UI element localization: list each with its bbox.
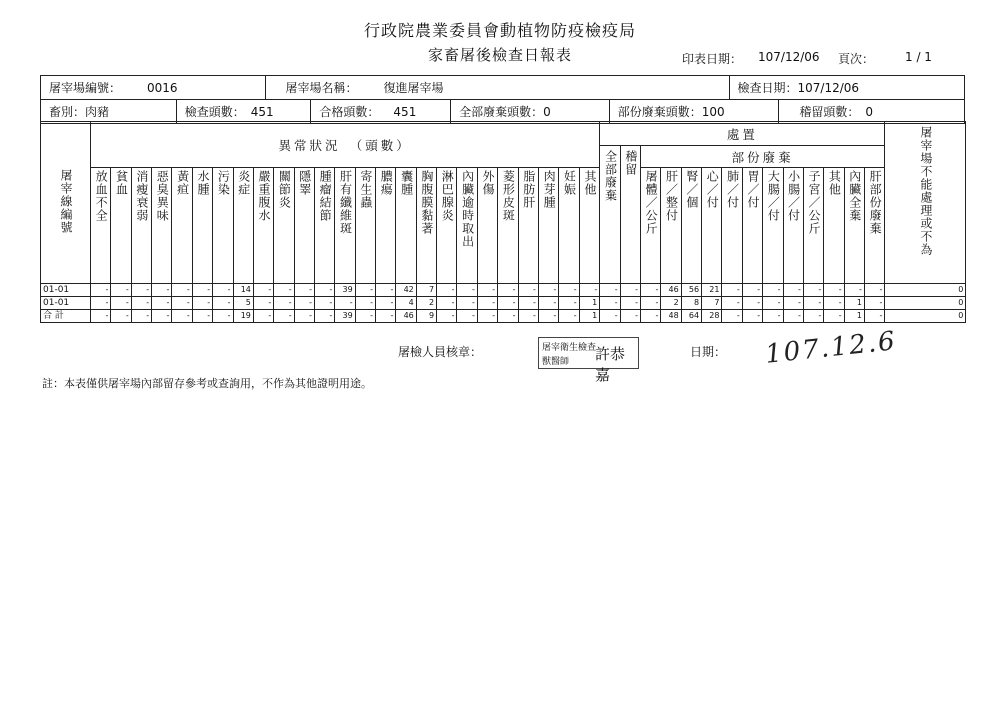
table-cell: -	[864, 284, 884, 297]
table-cell: -	[824, 297, 844, 310]
slaughterhouse-code-cell	[41, 76, 266, 99]
table-cell: -	[172, 310, 192, 323]
table-cell: -	[763, 284, 783, 297]
partial-condemned-count: 100	[701, 104, 725, 119]
table-cell: -	[518, 310, 538, 323]
table-cell: -	[518, 284, 538, 297]
passed-cell	[311, 100, 451, 123]
table-cell: -	[783, 310, 803, 323]
partial-col-3	[702, 168, 722, 284]
abnormal-col-13	[355, 168, 375, 284]
table-cell: -	[91, 297, 111, 310]
table-cell: -	[763, 297, 783, 310]
table-cell: -	[131, 310, 151, 323]
abnormal-col-22	[538, 168, 558, 284]
print-date-label: 印表日期：	[682, 52, 743, 66]
partial-col-1	[661, 168, 681, 284]
abnormal-col-label: 關節炎	[277, 170, 292, 209]
table-cell: 21	[702, 284, 722, 297]
table-cell: -	[559, 310, 579, 323]
table-cell: -	[437, 284, 457, 297]
abnormal-col-label: 惡臭異味	[155, 170, 170, 222]
table-cell: 39	[335, 310, 355, 323]
table-cell: -	[253, 284, 273, 297]
table-cell: -	[600, 310, 620, 323]
disposal-col-label: 稽留	[623, 150, 638, 176]
partial-condemned-label: 部份廢棄頭數：	[617, 105, 702, 119]
livestock-cell	[41, 100, 177, 123]
table-cell: -	[376, 310, 396, 323]
partial-col-7	[783, 168, 803, 284]
table-cell: 2	[416, 297, 436, 310]
table-cell: -	[253, 297, 273, 310]
table-cell: -	[742, 310, 762, 323]
abnormal-col-label: 內臟逾時取出	[460, 170, 475, 248]
partial-col-label: 肺／付	[725, 170, 740, 209]
table-cell: -	[192, 284, 212, 297]
table-cell: -	[722, 310, 742, 323]
partial-col-9	[824, 168, 844, 284]
total-condemned-label: 全部廢棄頭數：	[459, 105, 544, 119]
table-cell: -	[538, 310, 558, 323]
abnormal-col-15	[396, 168, 416, 284]
table-cell: 7	[702, 297, 722, 310]
table-row	[41, 284, 966, 297]
partial-col-2	[681, 168, 701, 284]
table-cell: -	[274, 284, 294, 297]
table-cell: -	[111, 284, 131, 297]
abnormal-col-4	[172, 168, 192, 284]
abnormal-col-label: 嚴重腹水	[257, 170, 272, 222]
table-cell: -	[600, 284, 620, 297]
table-cell: -	[274, 310, 294, 323]
table-cell: -	[91, 284, 111, 297]
stamp-line-2: 獸醫師	[542, 357, 570, 367]
footer-note: 註：本表僅供屠宰場內部留存參考或查詢用，不作為其他證明用途。	[42, 377, 372, 390]
abnormal-col-3	[152, 168, 172, 284]
print-date: 107/12/06	[758, 50, 820, 64]
slaughterhouse-name: 復進屠宰場	[383, 81, 444, 95]
table-cell: 1	[579, 297, 600, 310]
abnormal-col-6	[213, 168, 233, 284]
table-cell: -	[213, 297, 233, 310]
abnormal-col-label: 貧血	[114, 170, 129, 196]
table-row	[41, 310, 966, 323]
table-cell: -	[213, 310, 233, 323]
abnormal-col-0	[91, 168, 111, 284]
inspector-label: 屠檢人員核章：	[398, 345, 483, 359]
stamp-name: 許恭嘉	[595, 345, 626, 384]
abnormal-col-20	[498, 168, 518, 284]
handwritten-date: 107.12.6	[763, 326, 898, 370]
partial-col-label: 大腸／付	[766, 170, 781, 222]
table-cell: -	[803, 310, 823, 323]
abnormal-col-17	[437, 168, 457, 284]
table-cell: -	[620, 310, 640, 323]
partial-col-label: 心／付	[705, 170, 720, 209]
table-cell: -	[538, 297, 558, 310]
table-cell: 4	[396, 297, 416, 310]
partial-col-label: 內臟全棄	[847, 170, 862, 222]
page-label: 頁次：	[838, 52, 875, 66]
detained-label: 稽留頭數：	[799, 105, 860, 119]
detained-count: 0	[865, 104, 874, 119]
abnormal-col-label: 肉芽腫	[542, 170, 557, 209]
table-cell: -	[192, 310, 212, 323]
partial-condemned-cell	[610, 100, 780, 123]
table-cell: -	[559, 284, 579, 297]
abnormal-col-label: 脂肪肝	[521, 170, 536, 209]
table-cell: 46	[396, 310, 416, 323]
table-cell: -	[355, 297, 375, 310]
table-cell: -	[579, 284, 600, 297]
detained-cell	[779, 100, 964, 123]
abnormal-col-label: 黃疸	[175, 170, 190, 196]
row-label: 01-01	[41, 284, 91, 297]
abnormal-col-10	[294, 168, 314, 284]
inspected-label: 檢查頭數：	[184, 105, 245, 119]
table-cell: -	[498, 310, 518, 323]
abnormal-col-label: 囊腫	[399, 170, 414, 196]
line-code-header	[41, 122, 91, 284]
slaughterhouse-code: 0016	[147, 80, 178, 95]
disposal-col-label: 全部廢棄	[603, 150, 618, 202]
abnormal-col-11	[314, 168, 334, 284]
table-cell: -	[314, 284, 334, 297]
abnormal-col-19	[477, 168, 497, 284]
table-cell: 7	[416, 284, 436, 297]
table-row	[41, 297, 966, 310]
table-cell: -	[538, 284, 558, 297]
table-cell: -	[253, 310, 273, 323]
inspected-count: 451	[250, 104, 274, 119]
table-cell: -	[803, 284, 823, 297]
table-cell: -	[477, 297, 497, 310]
table-cell: -	[457, 310, 477, 323]
table-cell: 14	[233, 284, 253, 297]
table-cell: -	[335, 297, 355, 310]
partial-col-10	[844, 168, 864, 284]
row-label: 01-01	[41, 297, 91, 310]
table-cell: -	[172, 284, 192, 297]
table-cell: -	[294, 297, 314, 310]
header-row-columns	[41, 168, 966, 284]
table-cell: -	[91, 310, 111, 323]
inspected-cell	[177, 100, 312, 123]
table-cell: -	[620, 284, 640, 297]
table-cell: -	[640, 310, 660, 323]
table-cell: 2	[661, 297, 681, 310]
table-cell: 9	[416, 310, 436, 323]
table-cell: -	[314, 297, 334, 310]
abnormal-header: 異常狀況 （頭數）	[91, 122, 600, 168]
report-header	[40, 75, 965, 124]
table-cell: -	[518, 297, 538, 310]
table-cell: 19	[233, 310, 253, 323]
table-cell: 64	[681, 310, 701, 323]
table-cell: -	[864, 310, 884, 323]
abnormal-col-label: 菱形皮斑	[501, 170, 516, 222]
table-cell: -	[294, 310, 314, 323]
table-cell: -	[437, 310, 457, 323]
abnormal-col-label: 其他	[582, 170, 597, 196]
table-cell: -	[131, 297, 151, 310]
abnormal-col-2	[131, 168, 151, 284]
disposal-col-1	[620, 146, 640, 284]
table-cell: -	[457, 297, 477, 310]
partial-header: 部份廢棄	[640, 146, 884, 168]
table-cell: -	[600, 297, 620, 310]
table-cell: -	[763, 310, 783, 323]
table-cell: 0	[885, 310, 966, 323]
total-condemned-count: 0	[543, 104, 551, 119]
abnormal-col-label: 寄生蟲	[358, 170, 373, 209]
partial-col-label: 肝部份廢棄	[868, 170, 883, 235]
abnormal-col-label: 淋巴腺炎	[440, 170, 455, 222]
row-label: 合 計	[41, 310, 91, 323]
table-cell: -	[640, 284, 660, 297]
abnormal-col-label: 外傷	[481, 170, 495, 196]
table-cell: 28	[702, 310, 722, 323]
abnormal-col-5	[192, 168, 212, 284]
table-cell: -	[152, 284, 172, 297]
table-cell: 56	[681, 284, 701, 297]
abnormal-col-label: 放血不全	[94, 170, 109, 222]
partial-col-label: 胃／付	[745, 170, 760, 209]
total-condemned-cell	[451, 100, 610, 123]
abnormal-col-8	[253, 168, 273, 284]
table-cell: -	[111, 297, 131, 310]
abnormal-col-label: 炎症	[236, 170, 251, 196]
table-cell: -	[355, 284, 375, 297]
table-cell: -	[498, 297, 518, 310]
partial-col-label: 腎／個	[684, 170, 699, 209]
table-cell: 39	[335, 284, 355, 297]
table-cell: -	[131, 284, 151, 297]
table-cell: -	[722, 284, 742, 297]
date-label: 日期：	[690, 345, 727, 359]
partial-col-8	[803, 168, 823, 284]
inspection-table	[40, 121, 966, 323]
table-cell: -	[783, 284, 803, 297]
page-number: 1 / 1	[905, 50, 932, 64]
table-cell: -	[640, 297, 660, 310]
disposal-col-0	[600, 146, 620, 284]
partial-col-label: 肝／整付	[664, 170, 679, 222]
header-row-2	[41, 100, 964, 123]
table-cell: -	[376, 284, 396, 297]
table-cell: 46	[661, 284, 681, 297]
partial-col-label: 子宮／公斤	[807, 170, 822, 235]
slaughterhouse-code-label: 屠宰場編號：	[49, 81, 122, 95]
inspector-stamp	[538, 337, 639, 384]
inspection-date-label: 檢查日期：	[737, 81, 798, 95]
table-cell: -	[437, 297, 457, 310]
abnormal-col-label: 水腫	[195, 170, 210, 196]
table-cell: -	[620, 297, 640, 310]
table-cell: -	[498, 284, 518, 297]
abnormal-col-label: 腫瘤結節	[318, 170, 333, 222]
inspection-date-cell	[730, 76, 964, 99]
partial-col-label: 其他	[827, 170, 842, 196]
partial-col-label: 小腸／付	[786, 170, 801, 222]
report-title: 家畜屠後檢查日報表	[427, 46, 572, 64]
table-cell: 1	[579, 310, 600, 323]
header-row-1	[41, 76, 964, 100]
table-cell: -	[111, 310, 131, 323]
unprocessable-header-text: 屠宰場不能處理或不為	[918, 126, 933, 256]
abnormal-col-18	[457, 168, 477, 284]
abnormal-col-label: 隱睪	[297, 170, 312, 196]
table-cell: 0	[885, 297, 966, 310]
abnormal-col-label: 胸腹膜黏著	[419, 170, 434, 235]
abnormal-col-label: 妊娠	[562, 170, 577, 196]
table-cell: 1	[844, 297, 864, 310]
table-cell: 42	[396, 284, 416, 297]
table-cell: -	[742, 297, 762, 310]
header-row-sections	[41, 122, 966, 146]
table-cell: -	[457, 284, 477, 297]
table-cell: -	[172, 297, 192, 310]
abnormal-col-24	[579, 168, 600, 284]
partial-col-0	[640, 168, 660, 284]
agency-title: 行政院農業委員會動植物防疫檢疫局	[363, 21, 636, 40]
slaughterhouse-name-label: 屠宰場名稱：	[285, 81, 358, 95]
livestock: 肉豬	[85, 105, 110, 119]
abnormal-col-label: 肝有纖維斑	[338, 170, 353, 235]
passed-label: 合格頭數：	[319, 105, 380, 119]
table-cell: -	[824, 310, 844, 323]
table-cell: 48	[661, 310, 681, 323]
table-cell: -	[803, 297, 823, 310]
table-cell: -	[742, 284, 762, 297]
table-cell: -	[376, 297, 396, 310]
table-cell: -	[152, 297, 172, 310]
abnormal-col-21	[518, 168, 538, 284]
unprocessable-header	[885, 122, 966, 284]
table-cell: -	[864, 297, 884, 310]
abnormal-col-14	[376, 168, 396, 284]
table-cell: -	[294, 284, 314, 297]
line-code-header-text: 屠宰線編號	[59, 168, 73, 234]
abnormal-col-16	[416, 168, 436, 284]
disposal-header: 處置	[600, 122, 885, 146]
partial-col-label: 屠體／公斤	[644, 170, 659, 235]
table-cell: -	[314, 310, 334, 323]
abnormal-col-label: 膿瘍	[379, 170, 394, 196]
table-cell: -	[213, 284, 233, 297]
inspection-date: 107/12/06	[797, 80, 860, 95]
table-cell: -	[477, 284, 497, 297]
abnormal-col-23	[559, 168, 579, 284]
table-cell: -	[722, 297, 742, 310]
abnormal-col-7	[233, 168, 253, 284]
abnormal-col-1	[111, 168, 131, 284]
partial-col-6	[763, 168, 783, 284]
passed-count: 451	[393, 104, 417, 119]
table-cell: -	[824, 284, 844, 297]
table-cell: -	[844, 284, 864, 297]
table-cell: -	[477, 310, 497, 323]
table-cell: -	[274, 297, 294, 310]
partial-col-4	[722, 168, 742, 284]
table-cell: 0	[885, 284, 966, 297]
table-cell: -	[152, 310, 172, 323]
livestock-label: 畜別：	[49, 105, 86, 119]
table-cell: -	[192, 297, 212, 310]
slaughterhouse-name-cell	[266, 76, 730, 99]
abnormal-col-label: 污染	[216, 170, 231, 196]
partial-col-11	[864, 168, 884, 284]
stamp-line-1: 屠宰衛生檢查	[542, 343, 597, 353]
partial-col-5	[742, 168, 762, 284]
abnormal-col-9	[274, 168, 294, 284]
table-cell: -	[355, 310, 375, 323]
table-cell: 5	[233, 297, 253, 310]
table-cell: 8	[681, 297, 701, 310]
table-cell: -	[783, 297, 803, 310]
table-cell: 1	[844, 310, 864, 323]
table-cell: -	[559, 297, 579, 310]
abnormal-col-12	[335, 168, 355, 284]
abnormal-col-label: 消瘦衰弱	[134, 170, 149, 222]
